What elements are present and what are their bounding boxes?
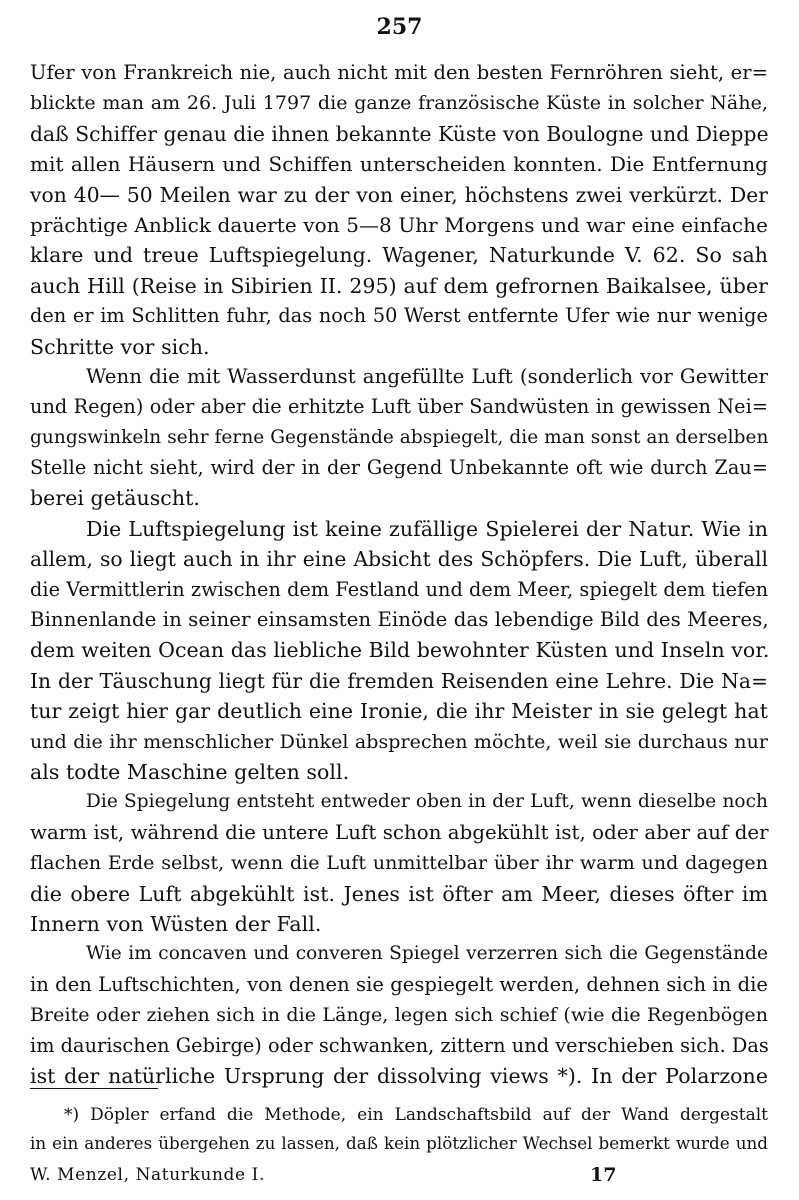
text-line: im daurischen Gebirge) oder schwanken, zittern und verschieben sich. Das [30, 1033, 769, 1057]
paragraph [30, 939, 768, 1091]
footnote-separator [30, 1088, 158, 1089]
paragraph [30, 514, 768, 788]
text-line: und Regen) oder aber die erhitzte Luft über Sandwüsten in gewissen Nei= [30, 395, 768, 419]
text-line: Die Spiegelung entsteht entweder oben in der Luft, wenn dieselbe noch [86, 791, 768, 813]
text-line: gungswinkeln sehr ferne Gegenstände abspiegelt, die man sonst an derselben [30, 426, 769, 448]
signature-line [30, 1161, 768, 1189]
text-line: Innern von Wüsten der Fall. [30, 911, 322, 936]
text-line: auch Hill (Reise in Sibirien II. 295) auf dem gefrornen Baikalsee, über [30, 273, 768, 298]
text-line: in den Luftschichten, von denen sie gespiegelt werden, dehnen sich in die [30, 972, 768, 996]
text-line: die Vermittlerin zwischen dem Festland und dem Meer, spiegelt dem tiefen [30, 577, 769, 601]
text-line: und die ihr menschlicher Dünkel absprechen möchte, weil sie durchaus nur [30, 730, 768, 753]
paragraph [30, 58, 768, 362]
text-line: tur zeigt hier gar deutlich eine Ironie, die ihr Meister in sie gelegt hat [30, 699, 768, 724]
text-line: mit allen Häusern und Schiffen unterscheiden konnten. Die Entfernung [30, 152, 768, 177]
text-line: daß Schiffer genau die ihnen bekannte Küste von Boulogne und Dieppe [30, 121, 769, 146]
text-line: Binnenlande in seiner einsamsten Einöde das lebendige Bild des Meeres, [30, 608, 769, 632]
text-line: Wenn die mit Wasserdunst angefüllte Luft (sonderlich vor Gewitter [86, 364, 768, 388]
text-line: In der Täuschung liegt für die fremden Reisenden eine Lehre. Die Na= [30, 668, 768, 693]
text-line: klare und treue Luftspiegelung. Wagener, Naturkunde V. 62. So sah [30, 243, 768, 268]
text-line: die obere Luft abgekühlt ist. Jenes ist öfter am Meer, dieses öfter im [30, 881, 768, 906]
text-line: dem weiten Ocean das liebliche Bild bewohnter Küsten und Inseln vor. [30, 638, 770, 663]
paragraph [30, 362, 768, 514]
text-line: von 40— 50 Meilen war zu der von einer, höchstens zwei verkürzt. Der [30, 182, 768, 207]
page-number: 257 [376, 14, 423, 40]
text-line: Ufer von Frankreich nie, auch nicht mit den besten Fernröhren sieht, er= [30, 61, 768, 84]
text-line: als todte Maschine gelten soll. [30, 759, 350, 784]
text-line: prächtige Anblick dauerte von 5—8 Uhr Morgens und war eine einfache [30, 212, 768, 237]
paragraph [30, 787, 768, 939]
footnote-line: in ein anderes übergehen zu lassen, daß kein plötzlicher Wechsel bemerkt wurde und [30, 1133, 768, 1153]
footnote-line: *) Döpler erfand die Methode, ein Landschaftsbild auf der Wand dergestalt [64, 1105, 768, 1125]
text-line: blickte man am 26. Juli 1797 die ganze französische Küste in solcher Nähe, [30, 92, 768, 115]
text-line: Breite oder ziehen sich in die Länge, legen sich schief (wie die Regenbögen [30, 1004, 768, 1027]
text-line: berei getäuscht. [30, 486, 200, 511]
signature-text: W. Menzel, Naturkunde I. [30, 1165, 265, 1185]
text-line: warm ist, während die untere Luft schon abgekühlt ist, oder aber auf der [30, 820, 769, 844]
text-line: ist der natürliche Ursprung der dissolving views *). In der Polarzone [30, 1063, 768, 1088]
text-line: Stelle nicht sieht, wird der in der Gegend Unbekannte oft wie durch Zau= [30, 456, 768, 480]
text-line: allem, so liegt auch in ihr eine Absicht des Schöpfers. Die Luft, überall [30, 547, 768, 572]
text-line: flachen Erde selbst, wenn die Luft unmittelbar über ihr warm und dagegen [30, 852, 768, 875]
sheet-number: 17 [590, 1164, 617, 1186]
text-line: Schritte vor sich. [30, 334, 210, 359]
text-line: den er im Schlitten fuhr, das noch 50 Werst entfernte Ufer wie nur wenige [30, 304, 768, 328]
footnote [30, 1101, 768, 1157]
text-line: Die Luftspiegelung ist keine zufällige Spielerei der Natur. Wie in [86, 516, 768, 541]
body-text [30, 58, 768, 1091]
text-line: Wie im concaven und converen Spiegel verzerren sich die Gegenstände [86, 943, 768, 965]
